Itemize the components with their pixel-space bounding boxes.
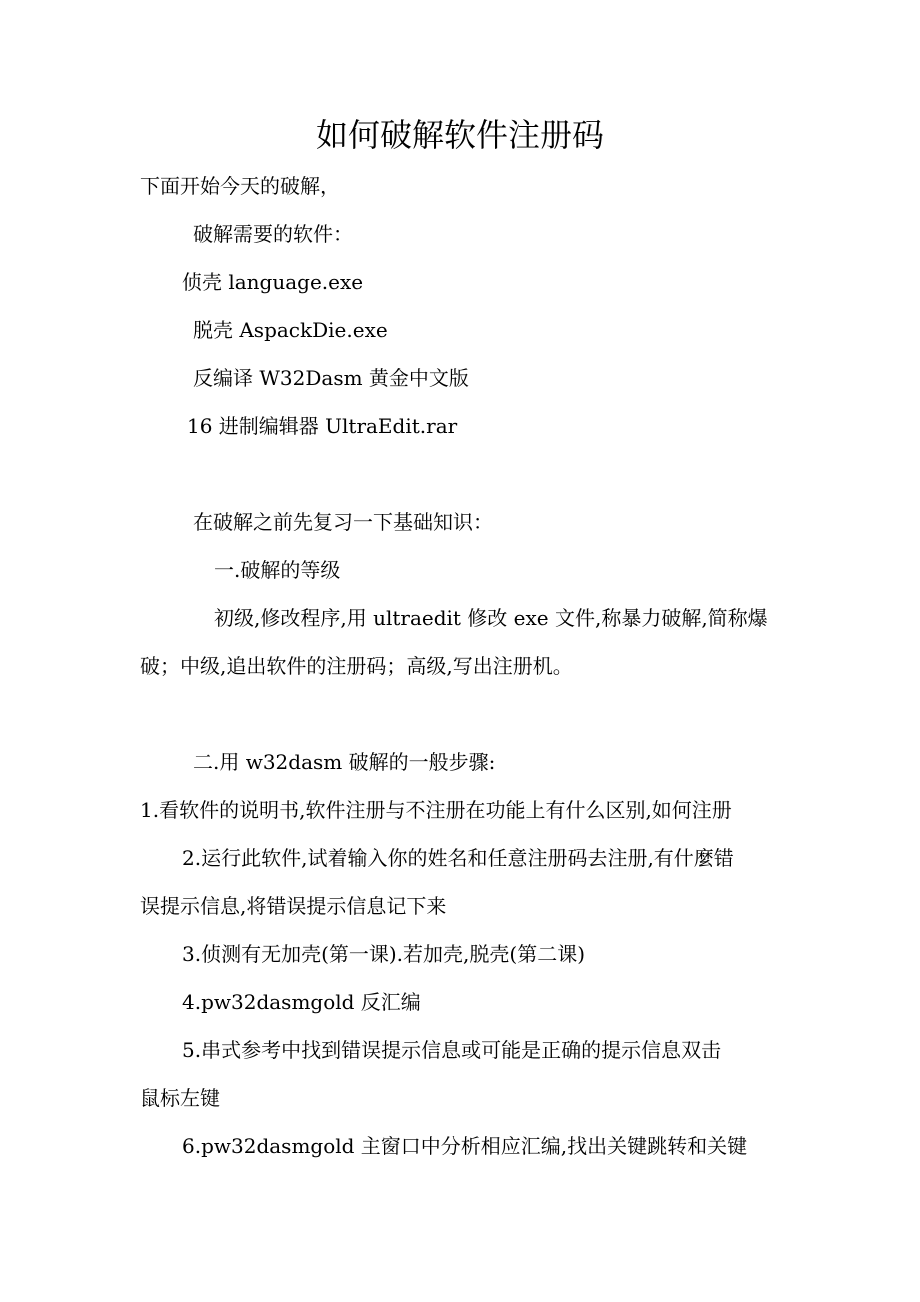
- document-title: 如何破解软件注册码: [315, 116, 604, 154]
- tool-item-hex-editor: 16 进制编辑器 UltraEdit.rar: [187, 414, 458, 438]
- step-3: 3.侦测有无加壳(第一课).若加壳,脱壳(第二课): [182, 942, 586, 966]
- tools-heading: 破解需要的软件：: [193, 222, 353, 246]
- tool-item-shell-detector: 侦壳 language.exe: [182, 270, 364, 294]
- step-1: 1.看软件的说明书,软件注册与不注册在功能上有什么区别,如何注册: [140, 798, 732, 822]
- step-4: 4.pw32dasmgold 反汇编: [182, 990, 421, 1014]
- section-heading-levels: 一.破解的等级: [214, 558, 341, 582]
- levels-paragraph-line-2: 破；中级,追出软件的注册码；高级,写出注册机。: [140, 654, 573, 678]
- step-5-line-1: 5.串式参考中找到错误提示信息或可能是正确的提示信息双击: [182, 1038, 722, 1062]
- levels-paragraph-line-1: 初级,修改程序,用 ultraedit 修改 exe 文件,称暴力破解,简称爆: [214, 606, 768, 630]
- tool-item-disassembler: 反编译 W32Dasm 黄金中文版: [193, 366, 469, 390]
- tool-item-unpacker: 脱壳 AspackDie.exe: [193, 318, 388, 342]
- step-6-line-1: 6.pw32dasmgold 主窗口中分析相应汇编,找出关键跳转和关键: [182, 1134, 748, 1158]
- basics-intro: 在破解之前先复习一下基础知识：: [193, 510, 493, 534]
- step-2-line-2: 误提示信息,将错误提示信息记下来: [140, 894, 447, 918]
- section-heading-steps: 二.用 w32dasm 破解的一般步骤:: [193, 750, 496, 774]
- intro-line: 下面开始今天的破解，: [140, 174, 340, 198]
- step-2-line-1: 2.运行此软件,试着输入你的姓名和任意注册码去注册,有什麼错: [182, 846, 734, 870]
- step-5-line-2: 鼠标左键: [140, 1086, 220, 1110]
